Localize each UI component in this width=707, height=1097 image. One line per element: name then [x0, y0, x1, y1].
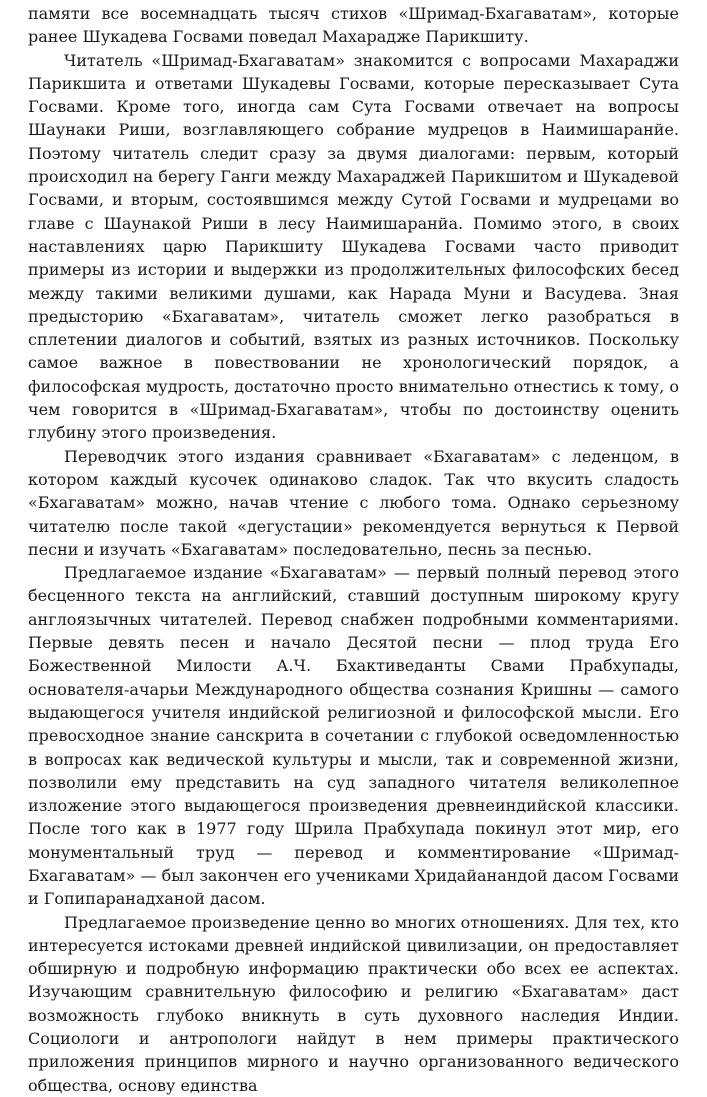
paragraph-edition: Предлагаемое издание «Бхагаватам» — первый полный перевод этого бесценного текста на английский, ставший доступным широкому кругу англоязычных читателей. Перевод снабжен подробными комментариями. Первые девять песен и начало Десятой песни — плод труда Его Божественной Милости А.Ч. Бхактиведанты Свами Прабхупады, основателя-ачарьи Международного общества сознания Кришны — самого выдающегося учителя индийской религиозной и философской мысли. Его превосходное знание санскрита в сочетании с глубокой осведомленностью в вопросах как ведической культуры и мысли, так и современной жизни, позволили ему представить на суд западного читателя великолепное изложение этого выдающегося произведения древнеиндийской классики. После того как в 1977 году Шрила Прабхупада покинул этот мир, его монументальный труд — перевод и комментирование «Шримад-Бхагаватам» — был закончен его учениками Хридайанандой дасом Госвами и Гопипаранадханой дасом.	[28, 563, 680, 909]
document-page	[28, 2, 679, 1097]
paragraph-dialogues: Читатель «Шримад-Бхагаватам» знакомится с вопросами Махараджи Парикшита и ответами Шукадевы Госвами, которые пересказывает Сута Госвами. Кроме того, иногда сам Сута Госвами отвечает на вопросы Шаунаки Риши, возглавляющего собрание мудрецов в Наимишаранйе. Поэтому читатель следит сразу за двумя диалогами: первым, который происходил на берегу Ганги между Махараджей Парикшитом и Шукадевой Госвами, и вторым, состоявшимся между Сутой Госвами и мудрецами во главе с Шаунакой Риши в лесу Наимишаранйа. Помимо этого, в своих наставлениях царю Парикшиту Шукадева Госвами часто приводит примеры из истории и выдержки из продолжительных философских бесед между такими великими душами, как Нарада Муни и Васудева. Зная предысторию «Бхагаватам», читатель сможет легко разобраться в сплетении диалогов и событий, взятых из разных источников. Поскольку самое важное в повествовании не хронологический порядок, а философская мудрость, достаточно просто внимательно отнестись к тому, о чем говорится в «Шримад-Бхагаватам», чтобы по достоинству оценить глубину этого произведения.	[28, 50, 679, 443]
paragraph-continuation: памяти все восемнадцать тысяч стихов «Шримад-Бхагаватам», которые ранее Шукадева Госвами поведал Махарадже Парикшиту.	[28, 4, 679, 47]
paragraph-translator: Переводчик этого издания сравнивает «Бхагаватам» с леденцом, в котором каждый кусочек одинаково сладок. Так что вкусить сладость «Бхагаватам» можно, начав чтение с любого тома. Однако серьезному читателю после такой «дегустации» рекомендуется вернуться к Первой песни и изучать «Бхагаватам» последовательно, песнь за песнью.	[28, 446, 679, 559]
paragraph-value: Предлагаемое произведение ценно во многих отношениях. Для тех, кто интересуется истоками древней индийской цивилизации, он предоставляет обширную и подробную информацию практически обо всех ее аспектах. Изучающим сравнительную философию и религию «Бхагаватам» даст возможность глубоко вникнуть в суть духовного наследия Индии. Социологи и антропологи найдут в нем примеры практического приложения принципов мирного и научно организованного ведического общества, основу единства	[28, 912, 679, 1095]
